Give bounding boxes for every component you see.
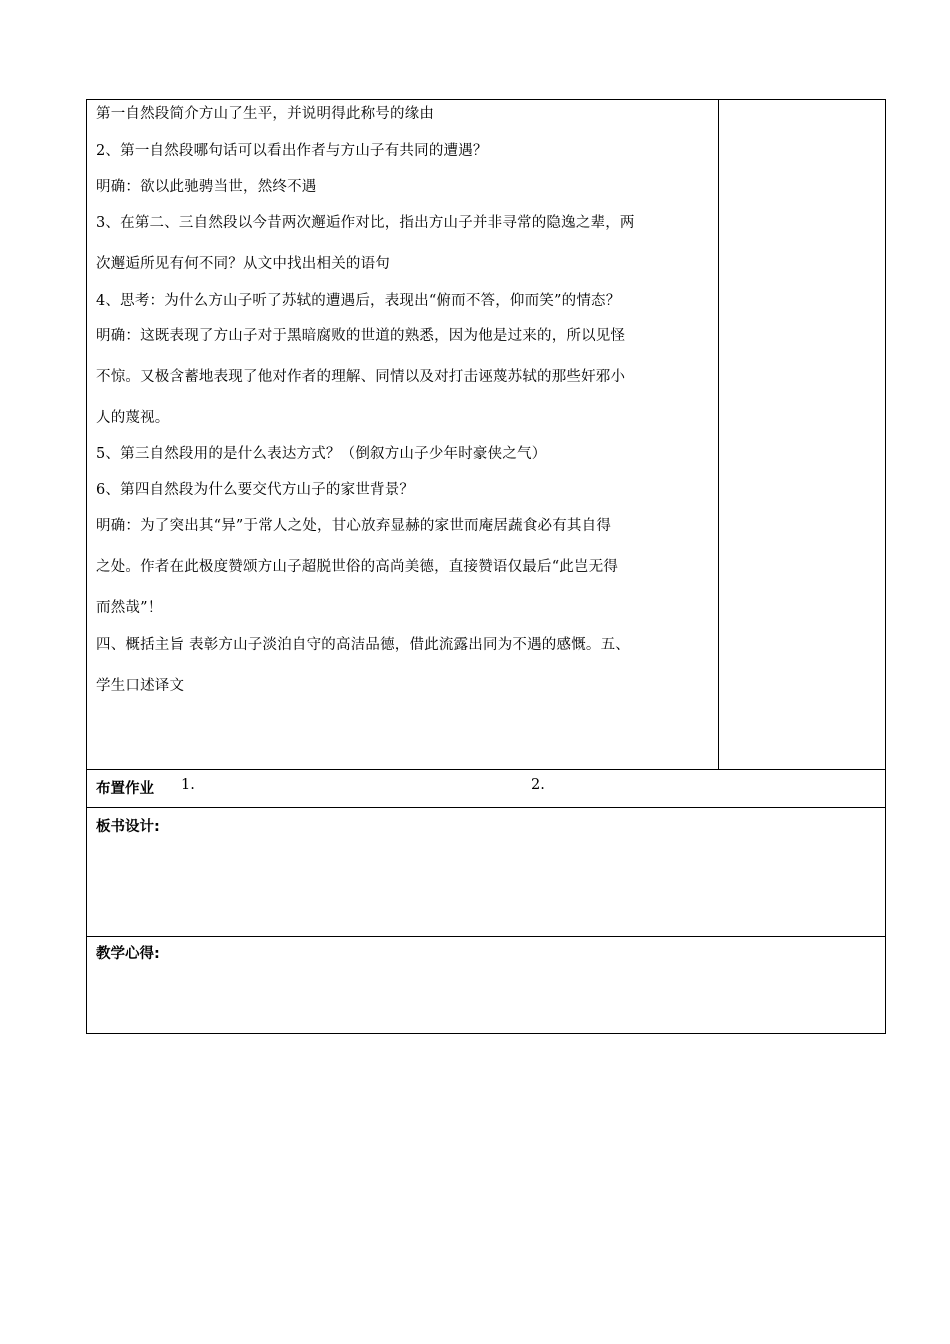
content-line: 学生口述译文 [96,678,185,694]
content-line: 3、在第二、三自然段以今昔两次邂逅作对比，指出方山子并非寻常的隐逸之辈，两 [96,215,635,231]
teaching-reflection-row [87,937,885,1033]
content-line: 明确：欲以此驰骋当世，然终不遇 [96,179,317,195]
notes-column-cell [719,100,885,769]
homework-row [87,770,885,808]
content-line: 不惊。又极含蓄地表现了他对作者的理解、同情以及对打击诬蔑苏轼的那些奸邪小 [96,369,626,385]
content-line: 之处。作者在此极度赞颂方山子超脱世俗的高尚美德，直接赞语仅最后“此岂无得 [96,559,619,575]
homework-item-2: 2. [531,777,545,793]
board-design-row [87,808,885,937]
content-line: 而然哉”！ [96,600,163,616]
content-cell [87,100,719,769]
content-line: 次邂逅所见有何不同？从文中找出相关的语句 [96,256,390,272]
content-line: 人的蔑视。 [96,410,170,426]
content-line: 第一自然段简介方山了生平，并说明得此称号的缘由 [96,106,435,122]
content-row [87,100,885,770]
homework-label: 布置作业 [96,781,154,797]
content-line: 明确：为了突出其“异”于常人之处，甘心放弃显赫的家世而庵居蔬食必有其自得 [96,518,612,534]
content-line: 明确：这既表现了方山子对于黑暗腐败的世道的熟悉，因为他是过来的，所以见怪 [96,328,626,344]
lesson-plan-table [86,99,886,1034]
board-design-label: 板书设计: [96,819,160,835]
content-line: 6、第四自然段为什么要交代方山子的家世背景？ [96,482,415,498]
content-line: 5、第三自然段用的是什么表达方式？（倒叙方山子少年时豪侠之气） [96,446,547,462]
content-line: 2、第一自然段哪句话可以看出作者与方山子有共同的遭遇？ [96,143,488,159]
homework-item-1: 1. [181,777,195,793]
teaching-reflection-label: 教学心得: [96,946,160,962]
content-line: 4、思考：为什么方山子听了苏轼的遭遇后，表现出“俯而不答，仰而笑”的情态？ [96,293,621,309]
content-line: 四、概括主旨 表彰方山子淡泊自守的高洁品德，借此流露出同为不遇的感慨。五、 [96,637,631,653]
